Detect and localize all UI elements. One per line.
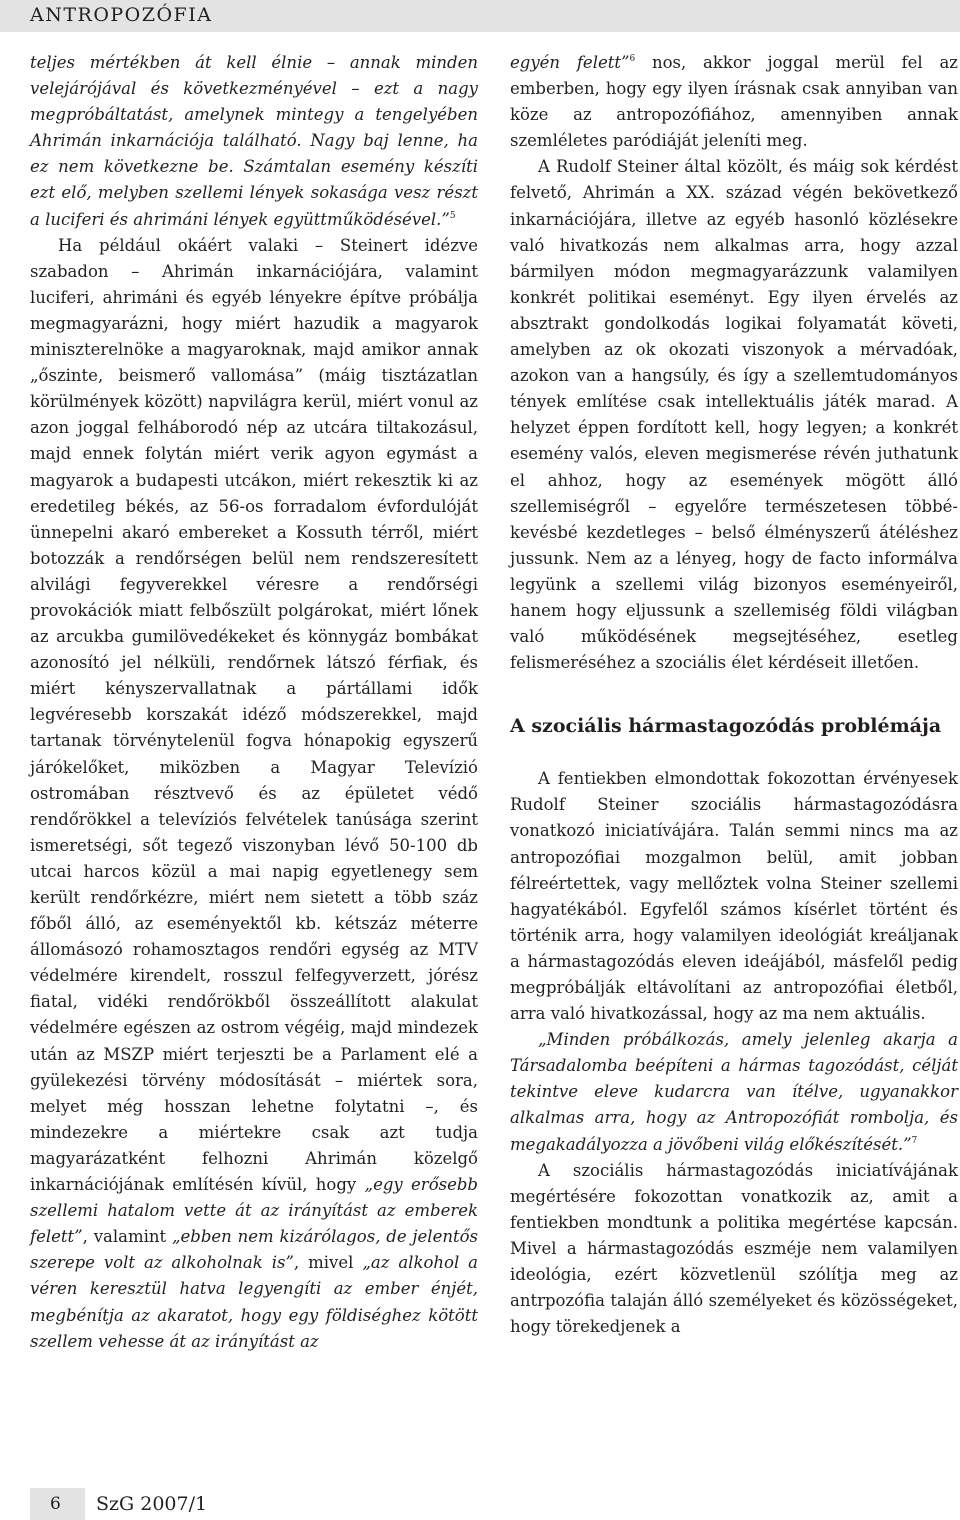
body-text-connector: , mivel [293, 1253, 363, 1273]
body-paragraph: A szociális hármastagozódás iniciatívájának megértésére fokozottan vonatkozik az, amit a fentiekben mondtunk a politika megértése kapcsán. Mivel a hármastagozódás eszméje nem valamilyen ideológia, ezért közvetlenül szólítja meg az antrpozófia talaján álló személyeket és közösségeket, hogy törekedjenek a [510, 1160, 958, 1337]
inline-quote-3: „az alkohol a véren keresztül hatva legyengíti az ember énjét, megbénítja az akaratot, hogy egy földiséghez kötött szellem vehesse át az irányítást az [30, 1253, 478, 1351]
section-title: ANTROPOZÓFIA [30, 4, 213, 26]
running-head [0, 0, 960, 32]
footnote-ref-6: 6 [629, 54, 636, 64]
page-footer [0, 1488, 960, 1520]
body-text: nos, akkor joggal merül fel az emberben, hogy egy ilyen írásnak csak annyiban van köze az antropozófiához, amennyiben annak szemléletes paródiáját jeleníti meg. [510, 53, 958, 151]
footnote-ref-7: 7 [911, 1135, 918, 1146]
quote-text: teljes mértékben át kell élnie – annak minden velejárójával és következményével – ezt a nagy megpróbáltatást, amelynek mintegy a tengelyében Ahrimán inkarnációja található. Nagy baj lenne, ha ez nem következne be. Számtalan esemény készíti ezt elő, melyben szellemi lények sokasága vesz részt a luciferi és ahrimáni lények együttműködésével.” [30, 53, 478, 229]
body-text-connector: , valamint [82, 1227, 172, 1247]
page-number: 6 [50, 1494, 61, 1514]
body-paragraph: A Rudolf Steiner által közölt, és máig sok kérdést felvető, Ahrimán a XX. század végén bekövetkező inkarnációjára, illetve az egyéb hasonló közlésekre való hivatkozás nem alkalmas arra, hogy azzal bármilyen módon megmagyarázzunk valamilyen konkrét politikai eseményt. Egy ilyen érvelés az absztrakt gondolkodás logikai folyamatát követi, amelyben az ok okozati viszonyok a mérvadóak, azokon van a hangsúly, és így a szellemtudományos tények említése csak intellektuális játék marad. A helyzet éppen fordított kell, hogy legyen; a konkrét esemény valós, eleven megismerése révén juthatunk el ahhoz, hogy az események mögött álló szellemiségről – egyelőre természetesen többé-kevésbé kezdetleges – belső élményszerű átéléshez jussunk. Nem az a lényeg, hogy de facto informálva legyünk a szellemi világ bizonyos eseményeiről, hanem hogy eljussunk a szellemiség földi világban való működésének megsejtéséhez, esetleg felismeréséhez a szociális élet kérdéseit illetően. [510, 157, 958, 673]
issue-label: SzG 2007/1 [96, 1493, 208, 1515]
quote-text: „Minden próbálkozás, amely jelenleg akarja a Társadalomba beépíteni a hármas tagozódást, célját tekintve eleve kudarcra van ítélve, ugyanakkor alkalmas arra, hogy az Antropozófiát rombolja, és megakadályozza a jövőbeni világ előkészítését.” [510, 1030, 958, 1154]
right-column [510, 50, 958, 1340]
continued-paragraph [510, 50, 958, 154]
body-paragraph: A fentiekben elmondottak fokozottan érvényesek Rudolf Steiner szociális hármastagozódásra vonatkozó iniciatívájára. Talán semmi nincs ma az antropozófiai mozgalmon belül, amit jobban félreértettek, vagy mellőztek volna Steiner szellemi hagyatékából. Egyfelől számos kísérlet történt és történik arra, hogy valamilyen ideológiát kreáljanak a hármastagozódás eleven ideájából, másfelől pedig megpróbálják eltávolítani az antropozófiai életből, arra való hivatkozással, hogy az ma nem aktuális. [510, 769, 958, 1024]
body-text: Ha például okáért valaki – Steinert idézve szabadon – Ahrimán inkarnációjára, valamint luciferi, ahrimáni és egyéb lényekre építve próbálja megmagyarázni, hogy miért hazudik a magyarok miniszterelnöke a magyaroknak, majd amikor annak „őszinte, beismerő vallomása” (máig tisztázatlan körülmények között) napvilágra kerül, miért vonul az azon joggal felháborodó nép az utcára tiltakozásul, majd ennek folytán miért verik agyon egymást a magyarok a budapesti utcákon, miért rekesztik ki az eredetileg békés, az 56-os forradalom évfordulóját ünnepelni akaró embereket a Kossuth térről, miért botozzák a rendőrségen belül nem rendszeresített alvilági fegyverekkel véresre a rendőrségi provokációk miatt felbőszült polgárokat, miért lőnek az arcukba gumilövedékeket és könnygáz bombákat azonosító jel nélküli, rendőrnek látszó férfiak, és miért kényszervallatnak a pártállami idők legvéresebb korszakát idéző módszerekkel, majd tartanak törvénytelenül fogva hónapokig egyszerű járókelőket, miközben a Magyar Televízió ostromában résztvevő és az épületet védő rendőrökkel a televíziós felvételek tanúsága szerint ismeretségi, sőt tegező viszonyban lévő 50-100 db utcai harcos közül a mai napig egyetlenegy sem került rendőrkézre, miért nem sietett a több száz főből álló, az eseményektől kb. kétszáz méterre állomásozó rohamosztagos rendőri egység az MTV védelmére kirendelt, rosszul felfegyverzett, jórész fiatal, vidéki rendőrökből összeállított alakulat védelmére egészen az ostrom végéig, majd mindezek után az MSZP miért terjeszti be a Parlament elé a gyülekezési törvény módosítását – miértek sora, melyet még hosszan lehetne folytatni –, és mindezekre a miértekre csak azt tudja magyarázatként felhozni Ahrimán közelgő inkarnációjának említésén kívül, hogy [30, 235, 478, 1195]
footnote-ref-5: 5 [449, 210, 456, 221]
inline-quote-2: „ebben nem kizárólagos, de jelentős szerepe volt az alkoholnak is” [30, 1227, 478, 1273]
inline-quote-1: „egy erősebb szellemi hatalom vette át az irányítást az emberek felett” [30, 1175, 478, 1247]
quote-paragraph [30, 50, 478, 233]
section-heading: A szociális hármastagozódás problémája [510, 715, 942, 738]
quote-paragraph [510, 1027, 958, 1157]
body-paragraph [30, 233, 478, 1355]
left-column [30, 50, 478, 1355]
quote-continuation: egyén felett” [510, 53, 630, 72]
